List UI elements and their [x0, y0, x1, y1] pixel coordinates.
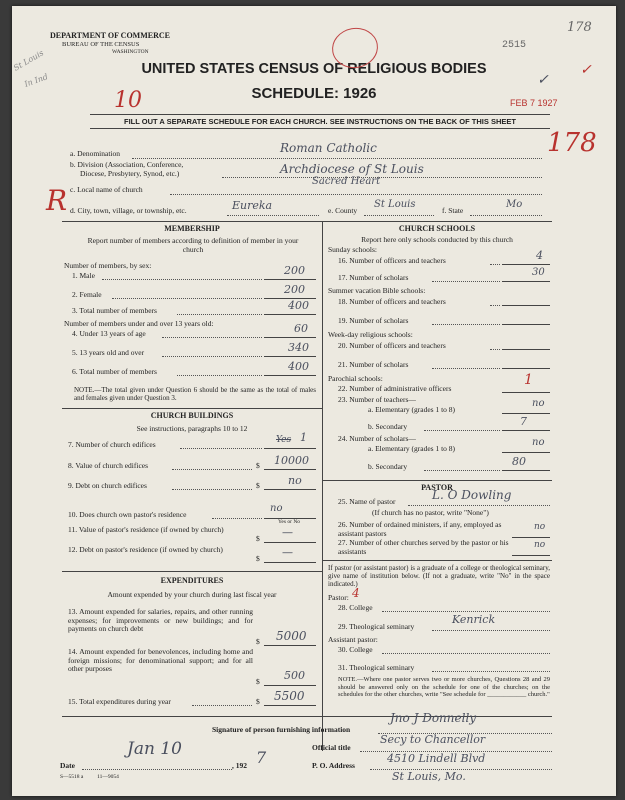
q23a-value: no	[532, 398, 545, 409]
q27-value: no	[534, 540, 546, 550]
po-address-value-1: 4510 Lindell Blvd	[387, 752, 486, 765]
q28-label: 28. College	[338, 603, 373, 612]
state-label: f. State	[442, 206, 464, 215]
q12-label: 12. Debt on pastor's residence (if owned by church)	[68, 545, 223, 554]
q14-dollar: $	[256, 677, 260, 686]
division-value: Archdiocese of St Louis	[280, 162, 424, 176]
q7-struck-yes: Yes	[276, 435, 292, 445]
q11-label: 11. Value of pastor's residence (if owned by church)	[68, 525, 224, 534]
q6-label: 6. Total number of members	[72, 367, 157, 376]
q4-label: 4. Under 13 years of age	[72, 329, 146, 338]
q10-yes-no-hint: Yes or No	[278, 519, 301, 525]
q23b-label: b. Secondary	[368, 422, 408, 431]
graduate-note: If pastor (or assistant pastor) is a graduate of a college or theological seminary, give name of institution below. (If not a graduate, write "No" in the space indicated.)	[328, 564, 550, 588]
q24-label: 24. Number of scholars—	[338, 434, 416, 443]
parochial-label: Parochial schools:	[328, 374, 383, 383]
denomination-value: Roman Catholic	[280, 141, 377, 155]
q5-label: 5. 13 years old and over	[72, 348, 145, 357]
year-label: , 192	[232, 761, 247, 770]
assistant-pastor-label: Assistant pastor:	[328, 635, 378, 644]
membership-intro: Report number of members according to definition of member in your church	[87, 236, 299, 254]
q30-label: 30. College	[338, 645, 373, 654]
red-check-mark: ✓	[580, 62, 592, 78]
schools-title: CHURCH SCHOOLS	[398, 224, 476, 233]
division-label-2: Diocese, Presbytery, Synod, etc.)	[80, 169, 180, 178]
q14-label: 14. Amount expended for benevolences, including home and foreign missions; for denominational support; and for all other purposes	[68, 647, 253, 673]
pastor-note: NOTE.—Where one pastor serves two or more churches, Questions 28 and 29 should be answered only on the schedule for one of the churches; on the schedules for the other churches, write "See schedule for ____________ church."	[338, 676, 550, 698]
q3-value: 400	[288, 299, 309, 312]
q4-value: 60	[294, 322, 308, 335]
q5-value: 340	[288, 341, 309, 354]
summer-label: Summer vacation Bible schools:	[328, 286, 426, 295]
q3-label: 3. Total number of members	[72, 306, 157, 315]
q25-note: (If church has no pastor, write "None")	[372, 508, 489, 517]
division-label: b. Division (Association, Conference,	[70, 160, 184, 169]
po-address-value-2: St Louis, Mo.	[392, 770, 466, 783]
date-label: Date	[60, 761, 75, 770]
sunday-label: Sunday schools:	[328, 245, 377, 254]
q23b-value: 7	[520, 415, 527, 428]
pastor-sub-label: Pastor:	[328, 593, 349, 602]
expenditures-sub: Amount expended by your church during last fiscal year	[107, 590, 277, 599]
q21-label: 21. Number of scholars	[338, 360, 409, 369]
date-value: Jan 10	[127, 739, 182, 759]
pastor-title: PASTOR	[421, 483, 453, 492]
q12-dollar: $	[256, 554, 260, 563]
q16-value: 4	[536, 249, 543, 262]
q19-label: 19. Number of scholars	[338, 316, 409, 325]
red-four-mark: 4	[352, 586, 360, 600]
red-annotation-number: 10	[114, 88, 142, 113]
year-value: 7	[256, 748, 267, 767]
buildings-sub: See instructions, paragraphs 10 to 12	[136, 424, 248, 433]
q13-dollar: $	[256, 637, 260, 646]
q17-value: 30	[532, 267, 545, 278]
q29-value: Kenrick	[452, 613, 496, 626]
q6-value: 400	[288, 360, 309, 373]
margin-note-1: St Louis	[11, 48, 46, 73]
form-title: UNITED STATES CENSUS OF RELIGIOUS BODIES	[141, 61, 487, 77]
q13-value: 5000	[276, 629, 307, 643]
q14-value: 500	[284, 669, 305, 682]
q24b-label: b. Secondary	[368, 462, 408, 471]
received-stamp: FEB 7 1927	[510, 98, 558, 108]
city-label: d. City, town, village, or township, etc.	[70, 206, 187, 215]
signature-label: Signature of person furnishing information	[212, 725, 351, 734]
q9-label: 9. Debt on church edifices	[68, 481, 147, 490]
q7-value: 1	[300, 431, 307, 444]
census-schedule-form	[12, 6, 616, 796]
q24a-label: a. Elementary (grades 1 to 8)	[368, 444, 456, 453]
po-address-label: P. O. Address	[312, 761, 355, 770]
q15-label: 15. Total expenditures during year	[68, 697, 171, 706]
local-church-name-value: Sacred Heart	[312, 176, 381, 187]
q22-value: 1	[524, 372, 533, 388]
q11-dollar: $	[256, 534, 260, 543]
membership-note: NOTE.—The total given under Question 6 should be the same as the total of males and females given under Question 3.	[74, 386, 316, 402]
q12-value: —	[282, 546, 293, 559]
buildings-title: CHURCH BUILDINGS	[150, 411, 234, 420]
q24a-value: no	[532, 437, 545, 448]
membership-title: MEMBERSHIP	[164, 224, 220, 233]
q10-value: no	[270, 503, 283, 514]
q15-dollar: $	[256, 697, 260, 706]
q27-label: 27. Number of other churches served by the pastor or his assistants	[338, 538, 509, 556]
q8-label: 8. Value of church edifices	[68, 461, 149, 470]
q26-label: 26. Number of ordained ministers, if any, employed as assistant pastors	[338, 520, 502, 538]
q2-value: 200	[284, 283, 305, 296]
q8-dollar: $	[256, 461, 260, 470]
q23-label: 23. Number of teachers—	[338, 395, 416, 404]
official-title-value: Secy to Chancellor	[380, 733, 486, 746]
q20-label: 20. Number of officers and teachers	[338, 341, 446, 350]
q9-dollar: $	[256, 481, 260, 490]
margin-note-2: In Ind	[23, 72, 50, 89]
official-title-label: Official title	[312, 743, 351, 752]
city-value: Eureka	[232, 199, 273, 212]
department-label: DEPARTMENT OF COMMERCE	[50, 31, 171, 40]
bureau-label: BUREAU OF THE CENSUS	[62, 41, 140, 48]
q13-label: 13. Amount expended for salaries, repairs, and other running expenses; for improvements or new buildings; and for payments on church debt	[68, 607, 253, 633]
signature-value: Jno J Donnelly	[390, 711, 477, 725]
q22-label: 22. Number of administrative officers	[338, 384, 452, 393]
q25-label: 25. Name of pastor	[338, 497, 396, 506]
q29-label: 29. Theological seminary	[338, 622, 415, 631]
q2-label: 2. Female	[72, 290, 102, 299]
red-denomination-number: 178	[547, 128, 597, 158]
q31-label: 31. Theological seminary	[338, 663, 415, 672]
q24b-value: 80	[512, 455, 526, 468]
schools-intro: Report here only schools conducted by this church	[361, 235, 513, 244]
county-value: St Louis	[374, 199, 416, 210]
q11-value: —	[282, 526, 293, 539]
q1-value: 200	[284, 264, 305, 277]
q26-value: no	[534, 522, 546, 532]
denomination-label: a. Denomination	[70, 149, 120, 158]
q7-label: 7. Number of church edifices	[68, 440, 156, 449]
q16-label: 16. Number of officers and teachers	[338, 256, 446, 265]
q15-value: 5500	[274, 689, 305, 703]
q25-value: L. O Dowling	[432, 488, 512, 502]
q9-value: no	[288, 474, 302, 487]
form-number: 2515	[502, 40, 527, 51]
state-value: Mo	[506, 199, 523, 210]
local-church-label: c. Local name of church	[70, 185, 143, 194]
schedule-title: SCHEDULE: 1926	[251, 85, 377, 102]
form-code: S—5518 a 11—9054	[60, 774, 119, 780]
corner-number: 178	[567, 20, 592, 35]
instruction-banner: FILL OUT A SEPARATE SCHEDULE FOR EACH CHURCH. SEE INSTRUCTIONS ON THE BACK OF THIS SHEET	[124, 117, 516, 126]
check-mark: ✓	[537, 72, 549, 88]
by-sex-label: Number of members, by sex:	[64, 261, 152, 270]
weekday-label: Week-day religious schools:	[328, 330, 413, 339]
q8-value: 10000	[274, 454, 309, 467]
q17-label: 17. Number of scholars	[338, 273, 409, 282]
q1-label: 1. Male	[72, 271, 95, 280]
expenditures-title: EXPENDITURES	[160, 576, 224, 585]
city-label: WASHINGTON	[112, 49, 149, 55]
q10-label: 10. Does church own pastor's residence	[68, 510, 187, 519]
county-label: e. County	[328, 206, 358, 215]
q18-label: 18. Number of officers and teachers	[338, 297, 446, 306]
red-r-mark: R	[46, 184, 68, 217]
q23a-label: a. Elementary (grades 1 to 8)	[368, 405, 456, 414]
under-over-label: Number of members under and over 13 years old:	[64, 319, 214, 328]
